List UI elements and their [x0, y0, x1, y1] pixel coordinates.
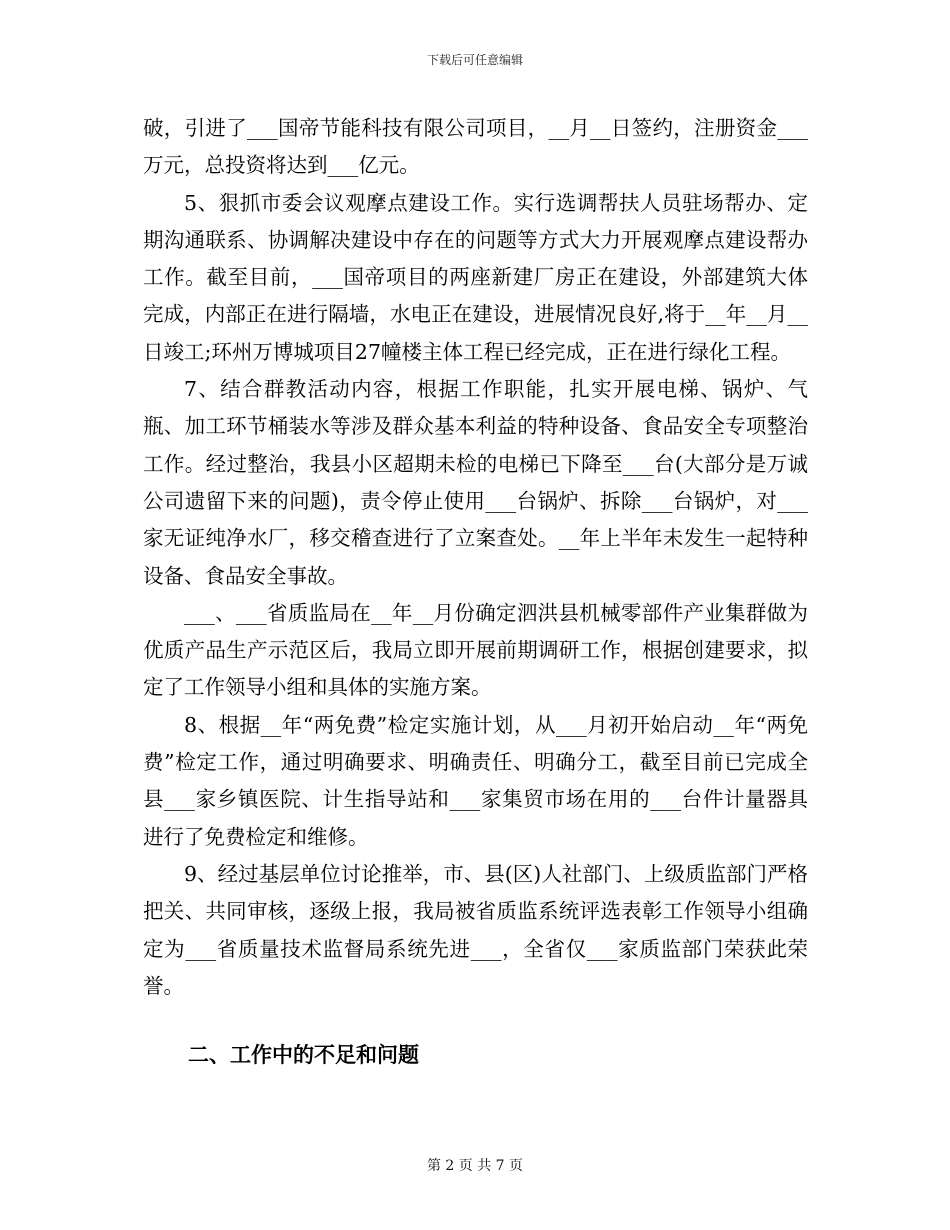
page-header: 下载后可任意编辑	[426, 53, 523, 67]
paragraph-provincial-demo-zone: ___、___省质监局在__年__月份确定泗洪县机械零部件产业集群做为优质产品生产示范区后，我局立即开展前期调研工作，根据创建要求，拟定了工作领导小组和具体的实施方案。	[143, 600, 808, 700]
page-footer: 第 2 页 共 7 页	[426, 1158, 524, 1174]
document-body	[143, 110, 808, 1005]
section-heading: 二、工作中的不足和问题	[188, 1043, 419, 1067]
paragraph-item-9: 9、经过基层单位讨论推举，市、县(区)人社部门、上级质监部门严格把关、共同审核，逐级上报，我局被省质监系统评选表彰工作领导小组确定为___省质量技术监督局系统先进___，全省仅___家质监部门荣获此荣誉。	[143, 861, 808, 998]
paragraph-item-5: 5、狠抓市委会议观摩点建设工作。实行选调帮扶人员驻场帮办、定期沟通联系、协调解决建设中存在的问题等方式大力开展观摩点建设帮办工作。截至目前，___国帝项目的两座新建厂房正在建设，外部建筑大体完成，内部正在进行隔墙，水电正在建设，进展情况良好,将于__年__月__日竣工;环州万博城项目27幢楼主体工程已经完成，正在进行绿化工程。	[143, 190, 808, 364]
paragraph-item-8: 8、根据__年“两免费”检定实施计划，从___月初开始启动__年“两免费”检定工作，通过明确要求、明确责任、明确分工，截至目前已完成全县___家乡镇医院、计生指导站和___家集贸市场在用的___台件计量器具进行了免费检定和维修。	[143, 712, 808, 849]
paragraph-continued: 破，引进了___国帝节能科技有限公司项目，__月__日签约，注册资金___万元，总投资将达到___亿元。	[143, 116, 808, 178]
paragraph-item-7: 7、结合群教活动内容，根据工作职能，扎实开展电梯、锅炉、气瓶、加工环节桶装水等涉及群众基本利益的特种设备、食品安全专项整治工作。经过整治，我县小区超期未检的电梯已下降至___台(大部分是万诚公司遗留下来的问题)，责令停止使用___台锅炉、拆除___台锅炉，对___家无证纯净水厂，移交稽查进行了立案查处。__年上半年未发生一起特种设备、食品安全事故。	[143, 377, 808, 588]
